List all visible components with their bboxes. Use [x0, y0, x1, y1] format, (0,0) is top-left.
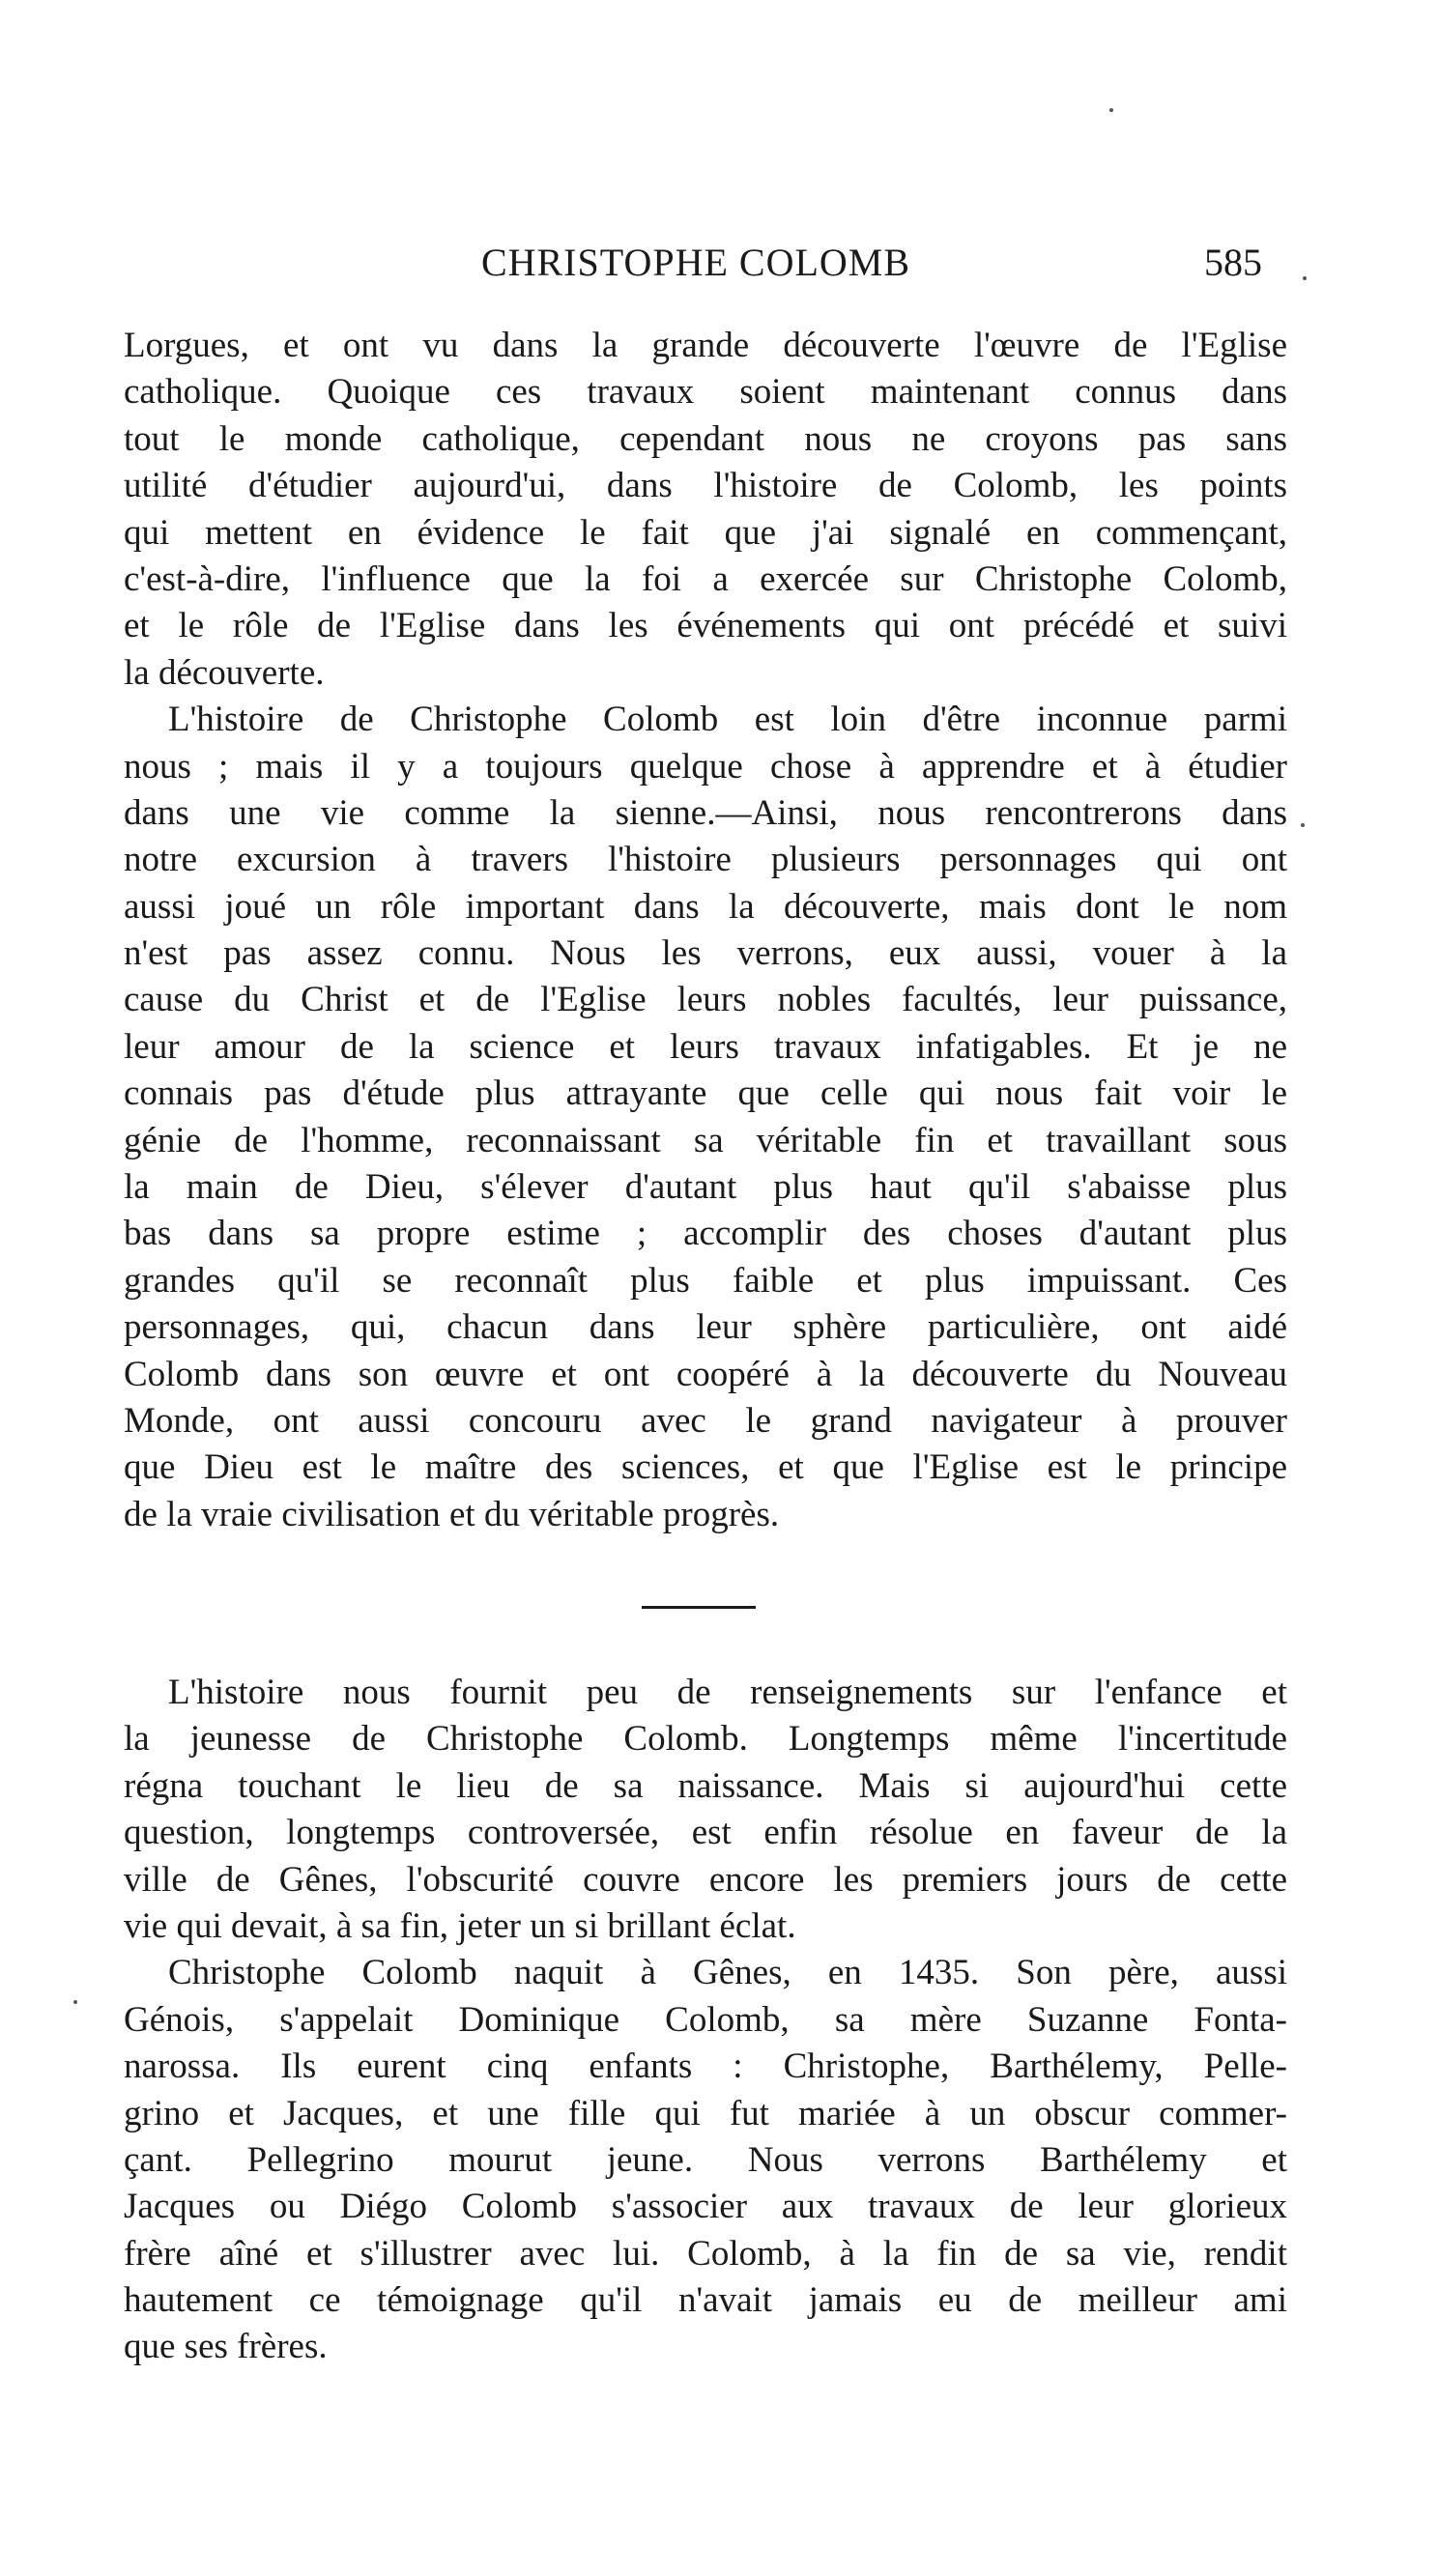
text-line: nous ; mais il y a toujours quelque chose à apprendre et à étudier — [124, 746, 1287, 787]
text-line: la découverte. — [124, 652, 325, 693]
paragraph — [124, 1670, 1287, 1950]
section-two — [124, 1670, 1287, 2371]
text-line: notre excursion à travers l'histoire plusieurs personnages qui ont — [124, 840, 1287, 880]
text-line: Jacques ou Diégo Colomb s'associer aux travaux de leur glorieux — [124, 2187, 1287, 2227]
running-title: CHRISTOPHE COLOMB — [480, 241, 911, 284]
text-line: L'histoire nous fournit peu de renseignements sur l'enfance et — [168, 1673, 1287, 1712]
text-line: Génois, s'appelait Dominique Colomb, sa mère Suzanne Fonta- — [124, 1999, 1287, 2040]
text-line: cause du Christ et de l'Eglise leurs nobles facultés, leur puissance, — [124, 980, 1287, 1020]
scan-speck — [1303, 276, 1307, 280]
text-line: aussi joué un rôle important dans la découverte, mais dont le nom — [124, 886, 1287, 927]
text-line: vie qui devait, à sa fin, jeter un si brillant éclat. — [124, 1905, 796, 1946]
scan-speck — [1301, 823, 1305, 827]
text-line: bas dans sa propre estime ; accomplir des choses d'autant plus — [124, 1214, 1287, 1254]
text-line: que Dieu est le maître des sciences, et que l'Eglise est le principe — [124, 1447, 1287, 1488]
text-line: leur amour de la science et leurs travaux infatigables. Et je ne — [124, 1026, 1287, 1067]
text-line: catholique. Quoique ces travaux soient maintenant connus dans — [124, 372, 1287, 413]
text-line: frère aîné et s'illustrer avec lui. Colomb, à la fin de sa vie, rendit — [124, 2233, 1287, 2274]
text-line: n'est pas assez connu. Nous les verrons, eux aussi, vouer à la — [124, 933, 1287, 974]
text-line: personnages, qui, chacun dans leur sphère particulière, ont aidé — [124, 1307, 1287, 1348]
text-line: qui mettent en évidence le fait que j'ai signalé en commençant, — [124, 512, 1287, 553]
text-line: grandes qu'il se reconnaît plus faible et plus impuissant. Ces — [124, 1260, 1287, 1301]
paragraph — [124, 1950, 1287, 2371]
text-line: çant. Pellegrino mourut jeune. Nous verrons Barthélemy et — [124, 2139, 1287, 2180]
page-number: 585 — [1204, 241, 1262, 284]
text-line: grino et Jacques, et une fille qui fut mariée à un obscur commer- — [124, 2093, 1287, 2133]
text-line: hautement ce témoignage qu'il n'avait jamais eu de meilleur ami — [124, 2280, 1287, 2321]
text-line: c'est-à-dire, l'influence que la foi a exercée sur Christophe Colomb, — [124, 558, 1287, 599]
text-line: utilité d'étudier aujourd'ui, dans l'histoire de Colomb, les points — [124, 466, 1287, 506]
text-line: génie de l'homme, reconnaissant sa véritable fin et travaillant sous — [124, 1120, 1287, 1160]
paragraph — [124, 697, 1287, 1538]
text-line: que ses frères. — [124, 2327, 328, 2367]
text-line: Lorgues, et ont vu dans la grande découverte l'œuvre de l'Eglise — [124, 326, 1287, 365]
text-line: dans une vie comme la sienne.—Ainsi, nous rencontrerons dans — [124, 792, 1287, 833]
text-line: régna touchant le lieu de sa naissance. Mais si aujourd'hui cette — [124, 1765, 1287, 1806]
paragraph-continuation — [124, 323, 1287, 697]
scan-speck — [1109, 108, 1113, 112]
text-line: Colomb dans son œuvre et ont coopéré à la découverte du Nouveau — [124, 1354, 1287, 1394]
text-line: la jeunesse de Christophe Colomb. Longtemps même l'incertitude — [124, 1719, 1287, 1760]
text-line: narossa. Ils eurent cinq enfants : Christophe, Barthélemy, Pelle- — [124, 2046, 1287, 2087]
text-line: ville de Gênes, l'obscurité couvre encore les premiers jours de cette — [124, 1859, 1287, 1900]
text-line: Monde, ont aussi concouru avec le grand navigateur à prouver — [124, 1400, 1287, 1441]
scan-speck — [73, 2000, 77, 2004]
text-line: la main de Dieu, s'élever d'autant plus haut qu'il s'abaisse plus — [124, 1167, 1287, 1208]
section-one — [124, 323, 1287, 1538]
text-line: question, longtemps controversée, est enfin résolue en faveur de la — [124, 1813, 1287, 1853]
text-line: Christophe Colomb naquit à Gênes, en 1435. Son père, aussi — [168, 1953, 1287, 1993]
text-line: et le rôle de l'Eglise dans les événements qui ont précédé et suivi — [124, 606, 1287, 646]
text-line: de la vraie civilisation et du véritable progrès. — [124, 1494, 780, 1534]
text-line: connais pas d'étude plus attrayante que celle qui nous fait voir le — [124, 1073, 1287, 1114]
text-line: tout le monde catholique, cependant nous ne croyons pas sans — [124, 418, 1287, 459]
text-line: L'histoire de Christophe Colomb est loin d'être inconnue parmi — [168, 700, 1287, 740]
section-divider — [642, 1606, 756, 1609]
